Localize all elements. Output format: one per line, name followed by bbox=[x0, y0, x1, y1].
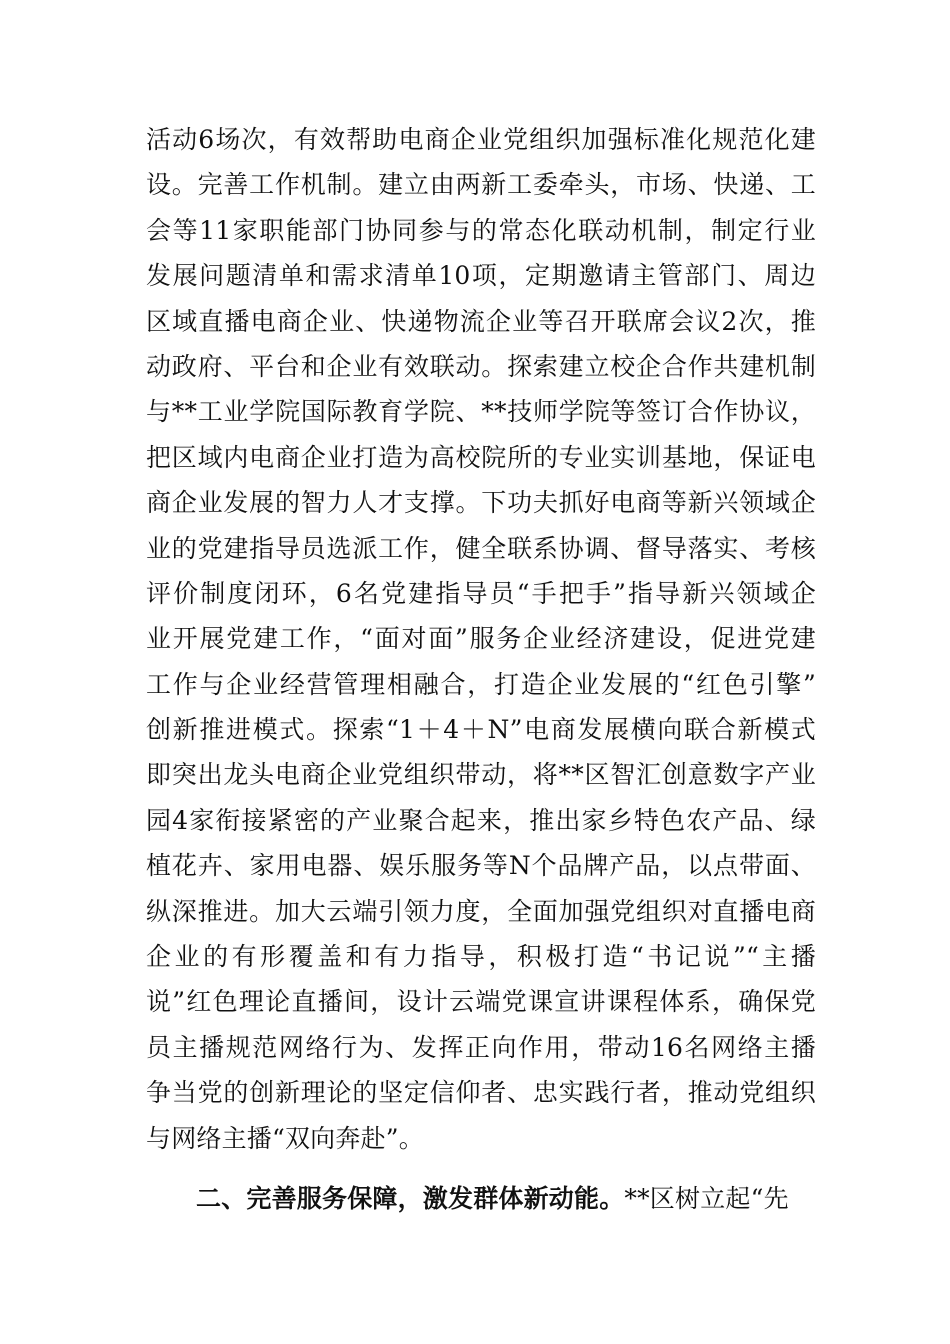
paragraph-line: 动政府、平台和企业有效联动。探索建立校企合作共建机制 bbox=[146, 351, 816, 381]
paragraph-line: 设。完善工作机制。建立由两新工委牵头，市场、快递、工 bbox=[146, 170, 816, 200]
paragraph-line: 创新推进模式。探索“1＋4＋N”电商发展横向联合新模式 bbox=[146, 715, 816, 745]
paragraph-line: 企业的有形覆盖和有力指导，积极打造“书记说”“主播 bbox=[146, 942, 816, 972]
section-heading-line bbox=[146, 1176, 816, 1221]
paragraph-line: 业的党建指导员选派工作，健全联系协调、督导落实、考核 bbox=[146, 533, 816, 563]
paragraph-line: 争当党的创新理论的坚定信仰者、忠实践行者，推动党组织 bbox=[146, 1078, 816, 1108]
paragraph-line: 即突出龙头电商企业党组织带动，将**区智汇创意数字产业 bbox=[146, 760, 816, 790]
document-body bbox=[146, 117, 816, 1221]
paragraph-line: 发展问题清单和需求清单10项，定期邀请主管部门、周边 bbox=[146, 261, 816, 291]
paragraph-line: 与网络主播“双向奔赴”。 bbox=[146, 1123, 424, 1153]
paragraph-line: 工作与企业经营管理相融合，打造企业发展的“红色引擎” bbox=[146, 669, 816, 699]
section-heading-continuation: **区树立起“先 bbox=[624, 1183, 789, 1213]
paragraph-line: 说”红色理论直播间，设计云端党课宣讲课程体系，确保党 bbox=[146, 987, 816, 1017]
paragraph-line: 把区域内电商企业打造为高校院所的专业实训基地，保证电 bbox=[146, 442, 816, 472]
paragraph-line: 员主播规范网络行为、发挥正向作用，带动16名网络主播 bbox=[146, 1032, 816, 1062]
paragraph-line: 园4家衔接紧密的产业聚合起来，推出家乡特色农产品、绿 bbox=[146, 805, 816, 835]
paragraph-line: 评价制度闭环，6名党建指导员“手把手”指导新兴领域企 bbox=[146, 578, 816, 608]
section-heading: 二、完善服务保障，激发群体新动能。 bbox=[196, 1183, 625, 1213]
paragraph-line: 会等11家职能部门协同参与的常态化联动机制，制定行业 bbox=[146, 215, 816, 245]
paragraph-line: 与**工业学院国际教育学院、**技师学院等签订合作协议， bbox=[146, 397, 816, 427]
paragraph-line: 商企业发展的智力人才支撑。下功夫抓好电商等新兴领域企 bbox=[146, 488, 816, 518]
paragraph-line: 区域直播电商企业、快递物流企业等召开联席会议2次，推 bbox=[146, 306, 816, 336]
paragraph-line: 纵深推进。加大云端引领力度，全面加强党组织对直播电商 bbox=[146, 896, 816, 926]
paragraph-line: 植花卉、家用电器、娱乐服务等N个品牌产品，以点带面、 bbox=[146, 851, 816, 881]
paragraph-line: 业开展党建工作，“面对面”服务企业经济建设，促进党建 bbox=[146, 624, 816, 654]
paragraph-line: 活动6场次，有效帮助电商企业党组织加强标准化规范化建 bbox=[146, 125, 816, 154]
